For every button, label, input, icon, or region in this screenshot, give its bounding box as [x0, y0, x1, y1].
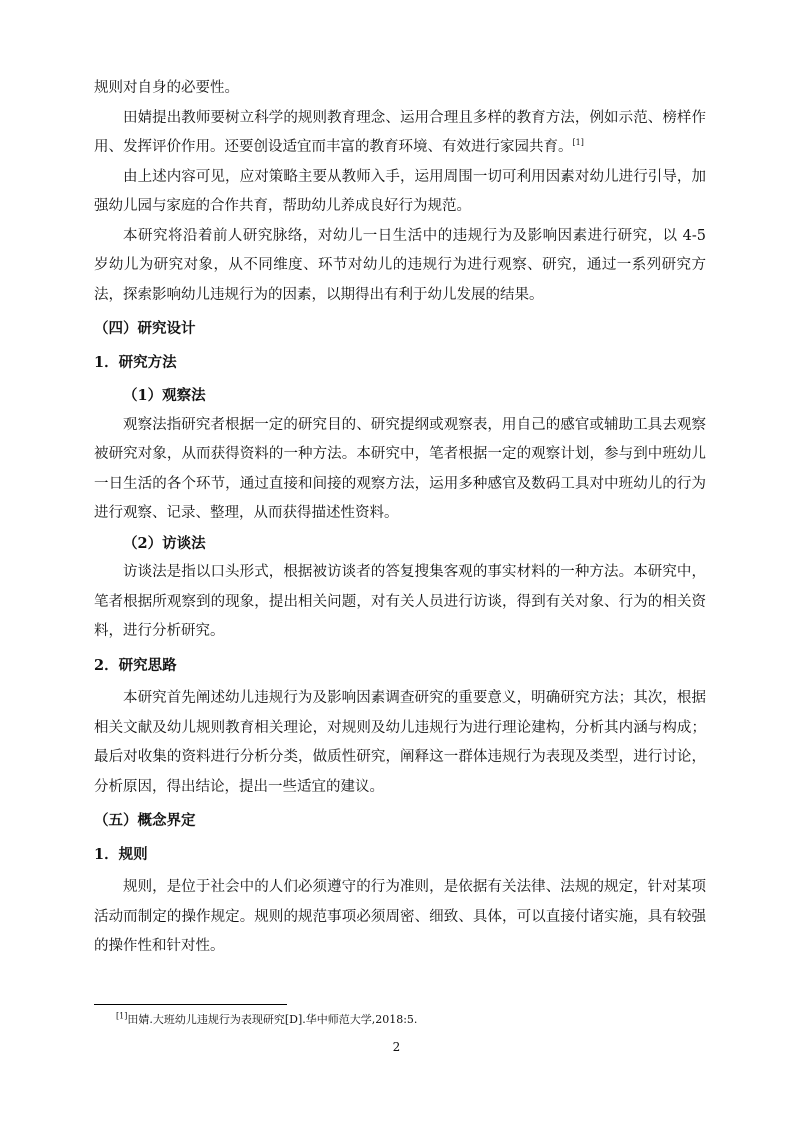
citation-ref[interactable]: [1]	[572, 138, 584, 148]
paragraph-study-scope: 本研究将沿着前人研究脉络，对幼儿一日生活中的违规行为及影响因素进行研究，以 4-5 岁幼儿为研究对象，从不同维度、环节对幼儿的违规行为进行观察、研究，通过一系列研究方法，探索影响幼儿违规行为的因素，以期得出有利于幼儿发展的结果。	[94, 227, 706, 303]
paragraph-interview: 访谈法是指以口头形式，根据被访谈者的答复搜集客观的事实材料的一种方法。本研究中，笔者根据所观察到的现象，提出相关问题，对有关人员进行访谈，得到有关对象、行为的相关资料，进行分析研究。	[94, 564, 706, 639]
heading-concept-definition: （五）概念界定	[94, 812, 196, 829]
paragraph-rule-definition: 规则，是位于社会中的人们必须遵守的行为准则，是依据有关法律、法规的规定，针对某项活动而制定的操作规定。规则的规范事项必须周密、细致、具体，可以直接付诸实施，具有较强的操作性和针对性。	[94, 879, 706, 954]
page-number: 2	[392, 1040, 401, 1054]
footnote-text: 田婧.大班幼儿违规行为表现研究[D].华中师范大学,2018:5.	[127, 1013, 418, 1026]
paragraph-observation: 观察法指研究者根据一定的研究目的、研究提纲或观察表，用自己的感官或辅助工具去观察被研究对象，从而获得资料的一种方法。本研究中，笔者根据一定的观察计划，参与到中班幼儿一日生活的各个环节，通过直接和间接的观察方法，运用多种感官及数码工具对中班幼儿的行为进行观察、记录、整理，从而获得描述性资料。	[94, 416, 706, 521]
heading-observation: （1）观察法	[123, 387, 206, 404]
paragraph-text: 田婧提出教师要树立科学的规则教育理念、运用合理且多样的教育方法，例如示范、榜样作用、发挥评价作用。还要创设适宜而丰富的教育环境、有效进行家园共育。	[94, 109, 706, 155]
paragraph-research-idea: 本研究首先阐述幼儿违规行为及影响因素调查研究的重要意义，明确研究方法；其次，根据相关文献及幼儿规则教育相关理论，对规则及幼儿违规行为进行理论建构，分析其内涵与构成；最后对收集的资料进行分析分类，做质性研究，阐释这一群体违规行为表现及类型，进行讨论，分析原因，得出结论，提出一些适宜的建议。	[94, 690, 706, 795]
paragraph-tianjing-strategies	[94, 104, 706, 163]
heading-interview: （2）访谈法	[123, 534, 206, 552]
heading-research-design: （四）研究设计	[94, 320, 196, 337]
footnote-divider	[94, 1004, 287, 1005]
footnote	[116, 1012, 417, 1028]
heading-rule: 1．规则	[94, 845, 148, 863]
heading-research-method: 1．研究方法	[94, 353, 177, 371]
paragraph-summary: 由上述内容可见，应对策略主要从教师入手，运用周围一切可利用因素对幼儿进行引导，加强幼儿园与家庭的合作共育，帮助幼儿养成良好行为规范。	[94, 168, 706, 214]
heading-research-idea: 2．研究思路	[94, 656, 177, 674]
paragraph-continuation: 规则对自身的必要性。	[94, 80, 239, 96]
page-content	[94, 74, 706, 962]
footnote-ref: [1]	[116, 1011, 128, 1021]
